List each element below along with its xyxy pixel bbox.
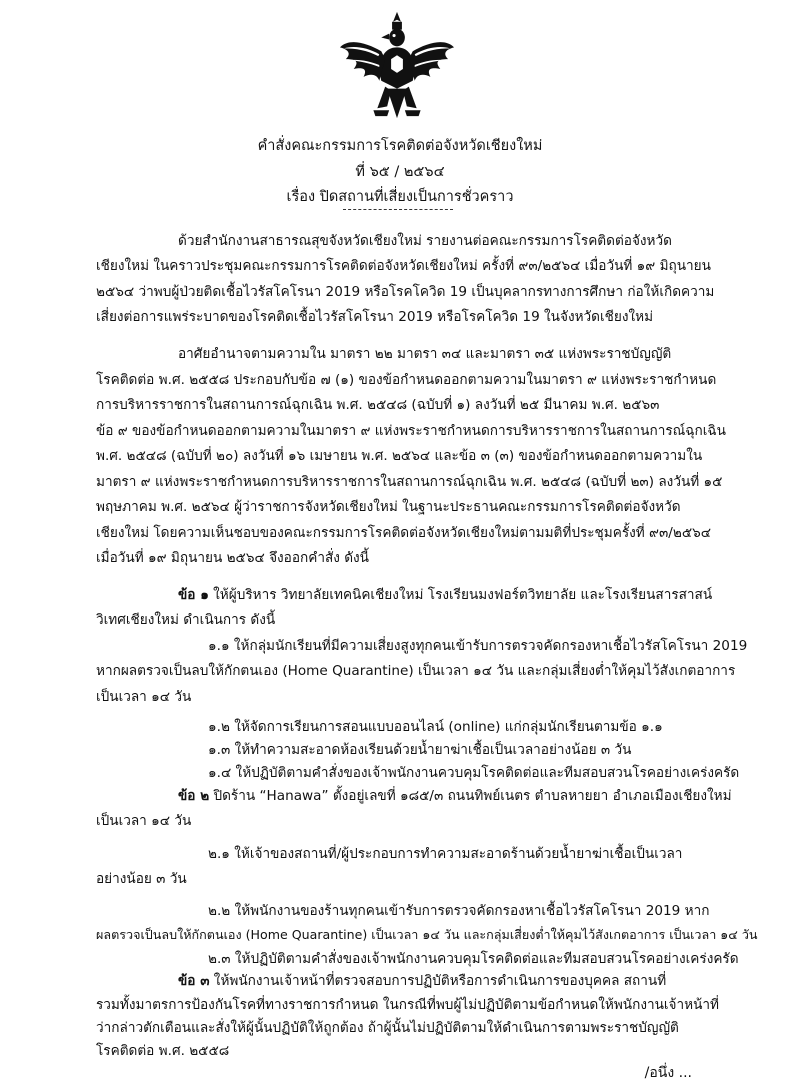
item-1-1: ๑.๑ ให้กลุ่มนักเรียนที่มีความเสี่ยงสูงทุกคนเข้ารับการตรวจคัดกรองหาเชื้อไวรัสโคโรนา 2019 <box>208 638 748 654</box>
clause3-text: ให้พนักงานเจ้าหน้าที่ตรวจสอบการปฏิบัติหรือการดำเนินการของบุคคล สถานที่ <box>209 973 667 989</box>
para2-line: พฤษภาคม พ.ศ. ๒๕๖๔ ผู้ว่าราชการจังหวัดเชียงใหม่ ในฐานะประธานคณะกรรมการโรคติดต่อจังหวัด <box>96 499 681 515</box>
para2-line: มาตรา ๙ แห่งพระราชกำหนดการบริหารราชการในสถานการณ์ฉุกเฉิน พ.ศ. ๒๕๔๘ (ฉบับที่ ๒๓) ลงวันที่ ๑๕ <box>96 474 723 490</box>
clause3-intro <box>178 972 666 990</box>
para2-line: อาศัยอำนาจตามความใน มาตรา ๒๒ มาตรา ๓๔ และมาตรา ๓๕ แห่งพระราชบัญญัติ <box>178 346 672 362</box>
item-1-4: ๑.๔ ให้ปฏิบัติตามคำสั่งของเจ้าพนักงานควบคุมโรคติดต่อและทีมสอบสวนโรคอย่างเคร่งครัด <box>208 765 740 781</box>
order-subject: เรื่อง ปิดสถานที่เสี่ยงเป็นการชั่วคราว <box>286 189 514 205</box>
para2-line: การบริหารราชการในสถานการณ์ฉุกเฉิน พ.ศ. ๒๕๔๘ (ฉบับที่ ๑) ลงวันที่ ๒๕ มีนาคม พ.ศ. ๒๕๖๓ <box>96 397 660 413</box>
para2-line: โรคติดต่อ พ.ศ. ๒๕๕๘ ประกอบกับข้อ ๗ (๑) ของข้อกำหนดออกตามความในมาตรา ๙ แห่งพระราชกำหนด <box>96 372 717 388</box>
item-1-1-line: เป็นเวลา ๑๔ วัน <box>96 689 192 705</box>
clause3-heading: ข้อ ๓ <box>178 973 210 989</box>
item-2-1-line: อย่างน้อย ๓ วัน <box>96 871 187 887</box>
para1-line: เสี่ยงต่อการแพร่ระบาดของโรคติดเชื้อไวรัสโคโรนา 2019 หรือโรคโควิด 19 ในจังหวัดเชียงใหม่ <box>96 309 654 325</box>
para2-line: เชียงใหม่ โดยความเห็นชอบของคณะกรรมการโรคติดต่อจังหวัดเชียงใหม่ตามมติที่ประชุมครั้งที่ ๙๓/๒๕๖๔ <box>96 525 712 541</box>
order-number: ที่ ๖๕ / ๒๕๖๔ <box>355 164 445 180</box>
item-1-1-line: หากผลตรวจเป็นลบให้กักตนเอง (Home Quarantine) เป็นเวลา ๑๔ วัน และกลุ่มเสี่ยงต่ำให้คุมไว้สังเกตอาการ <box>96 663 736 679</box>
clause2-text: ปิดร้าน “Hanawa” ตั้งอยู่เลขที่ ๑๘๕/๓ ถนนทิพย์เนตร ตำบลหายยา อำเภอเมืองเชียงใหม่ <box>209 788 732 804</box>
item-2-1: ๒.๑ ให้เจ้าของสถานที่/ผู้ประกอบการทำความสะอาดร้านด้วยน้ำยาฆ่าเชื้อเป็นเวลา <box>208 846 683 862</box>
continuation-note: /อนึ่ง ... <box>644 1065 692 1081</box>
clause2-heading: ข้อ ๒ <box>178 788 210 804</box>
clause2-line: เป็นเวลา ๑๔ วัน <box>96 813 192 829</box>
item-2-2: ๒.๒ ให้พนักงานของร้านทุกคนเข้ารับการตรวจคัดกรองหาเชื้อไวรัสโคโรนา 2019 หาก <box>208 903 710 919</box>
item-1-2: ๑.๒ ให้จัดการเรียนการสอนแบบออนไลน์ (online) แก่กลุ่มนักเรียนตามข้อ ๑.๑ <box>208 719 663 735</box>
para2-line: พ.ศ. ๒๕๔๘ (ฉบับที่ ๒๐) ลงวันที่ ๑๖ เมษายน พ.ศ. ๒๕๖๔ และข้อ ๓ (๓) ของข้อกำหนดออกตามความใน <box>96 448 703 464</box>
para1-line: ๒๕๖๔ ว่าพบผู้ป่วยติดเชื้อไวรัสโคโรนา 2019 หรือโรคโควิด 19 เป็นบุคลากรทางการศึกษา ก่อให้เกิดความ <box>96 284 715 300</box>
item-2-3: ๒.๓ ให้ปฏิบัติตามคำสั่งของเจ้าพนักงานควบคุมโรคติดต่อและทีมสอบสวนโรคอย่างเคร่งครัด <box>208 951 739 967</box>
para2-line: ข้อ ๙ ของข้อกำหนดออกตามความในมาตรา ๙ แห่งพระราชกำหนดการบริหารราชการในสถานการณ์ฉุกเฉิน <box>96 423 726 439</box>
clause3-line: รวมทั้งมาตรการป้องกันโรคที่ทางราชการกำหนด ในกรณีที่พบผู้ไม่ปฏิบัติตามข้อกำหนดให้พนักงานเจ้าหน้าที่ <box>96 997 719 1013</box>
clause1-intro <box>178 586 712 604</box>
para1-line: ด้วยสำนักงานสาธารณสุขจังหวัดเชียงใหม่ รายงานต่อคณะกรรมการโรคติดต่อจังหวัด <box>178 233 672 249</box>
para1-line: เชียงใหม่ ในคราวประชุมคณะกรรมการโรคติดต่อจังหวัดเชียงใหม่ ครั้งที่ ๙๓/๒๕๖๔ เมื่อวันที่ ๑๙ มิถุนายน <box>96 258 711 274</box>
item-2-2-line: ผลตรวจเป็นลบให้กักตนเอง (Home Quarantine) เป็นเวลา ๑๔ วัน และกลุ่มเสี่ยงต่ำให้คุมไว้สังเกตอาการ เป็นเวลา ๑๔ วัน <box>96 927 758 942</box>
garuda-emblem-icon <box>338 8 456 126</box>
para2-line: เมื่อวันที่ ๑๙ มิถุนายน ๒๕๖๔ จึงออกคำสั่ง ดังนี้ <box>96 550 369 566</box>
title-divider <box>343 209 453 210</box>
clause2-intro <box>178 787 732 805</box>
clause1-heading: ข้อ ๑ <box>178 587 209 603</box>
clause3-line: ว่ากล่าวตักเตือนและสั่งให้ผู้นั้นปฏิบัติให้ถูกต้อง ถ้าผู้นั้นไม่ปฏิบัติตามให้ดำเนินการตามพระราชบัญญัติ <box>96 1020 679 1036</box>
clause1-line: วิเทศเชียงใหม่ ดำเนินการ ดังนี้ <box>96 612 276 628</box>
order-title: คำสั่งคณะกรรมการโรคติดต่อจังหวัดเชียงใหม่ <box>257 138 543 154</box>
item-1-3: ๑.๓ ให้ทำความสะอาดห้องเรียนด้วยน้ำยาฆ่าเชื้อเป็นเวลาอย่างน้อย ๓ วัน <box>208 742 632 758</box>
clause3-line: โรคติดต่อ พ.ศ. ๒๕๕๘ <box>96 1043 230 1059</box>
clause1-text: ให้ผู้บริหาร วิทยาลัยเทคนิคเชียงใหม่ โรงเรียนมงฟอร์ตวิทยาลัย และโรงเรียนสารสาสน์ <box>208 587 713 603</box>
